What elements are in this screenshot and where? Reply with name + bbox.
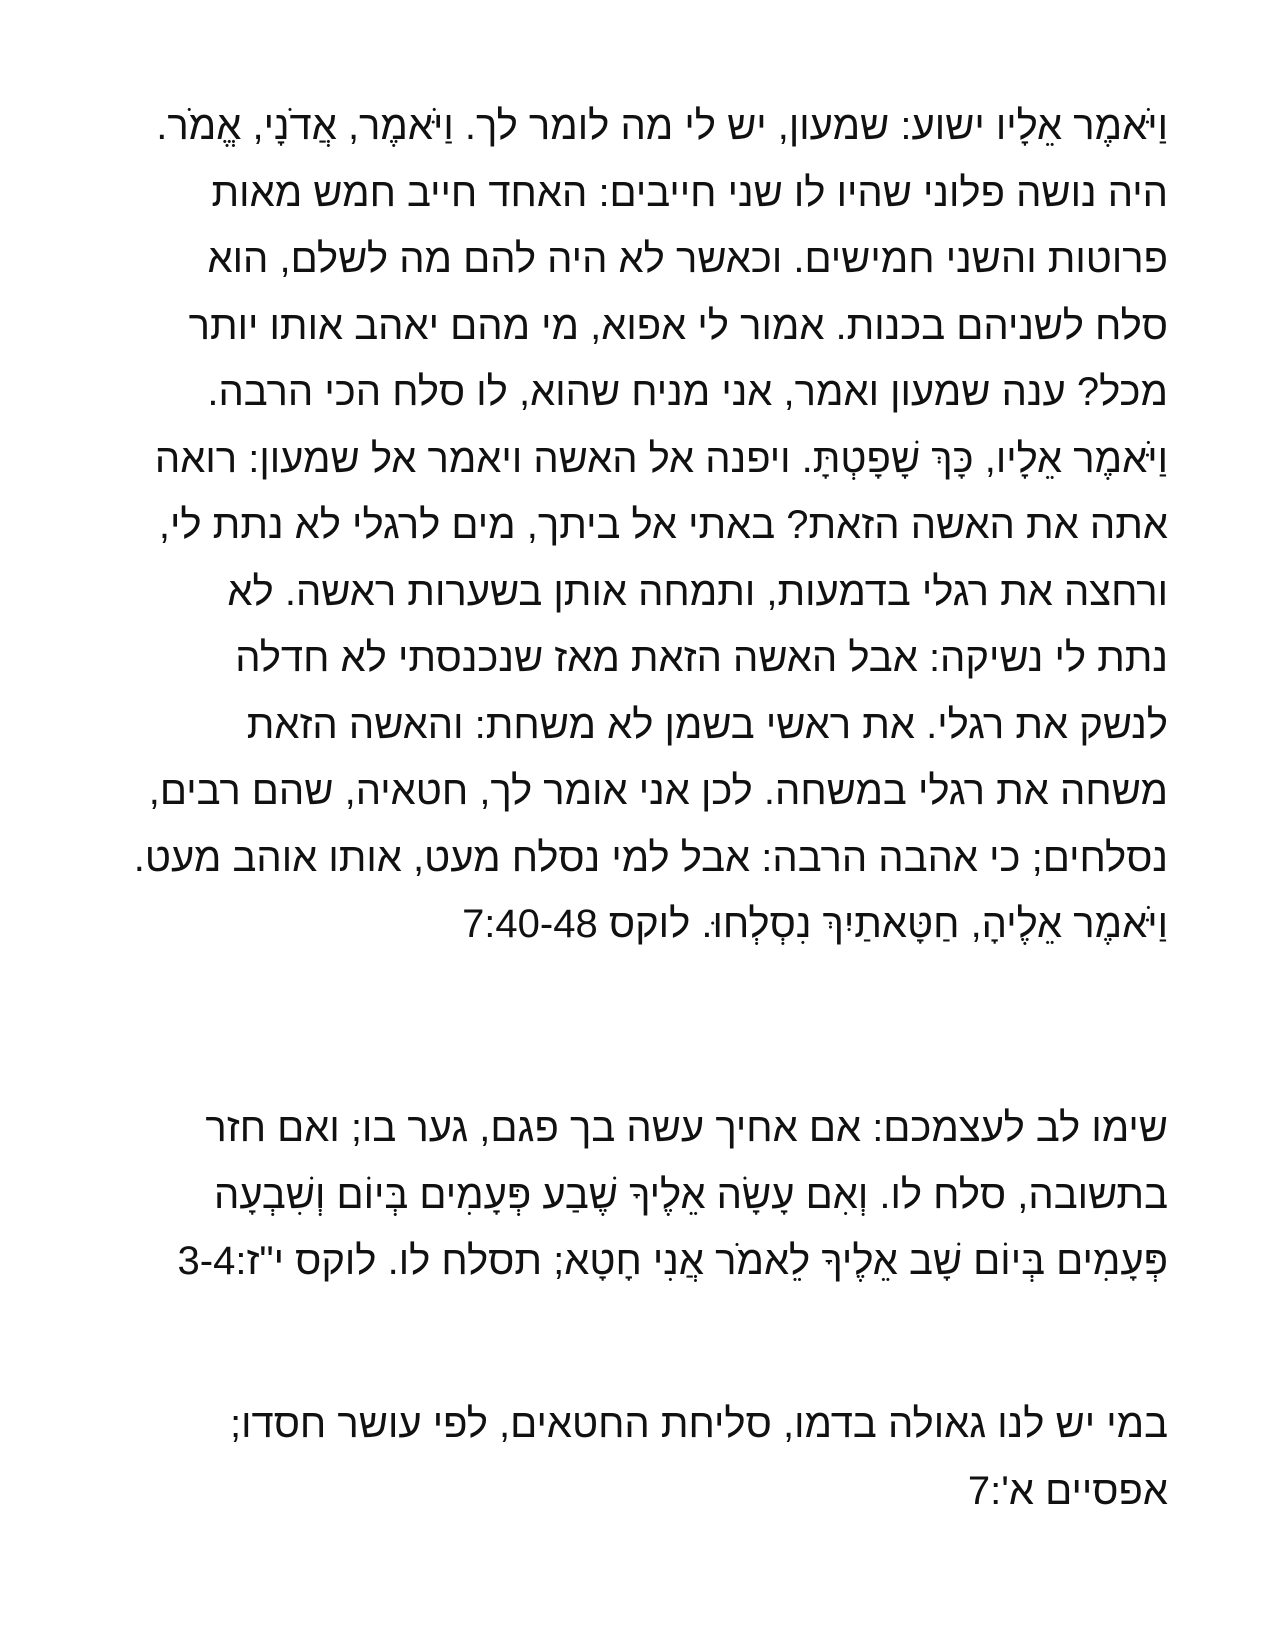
text-line: במי יש לנו גאולה בדמו, סליחת החטאים, לפי עושר חסדו; [230,1402,1168,1446]
text-line: פרוטות והשני חמישים. וכאשר לא היה להם מה לשלם, הוא [207,237,1168,281]
text-line-citation: וַיֹּאמֶר אֵלֶיהָ, חַטָּאתַיִךְ נִסְלְחוּ. לוקס 7:40-48 [462,902,1168,946]
text-line: אתה את האשה הזאת? באתי אל ביתך, מים לרגלי לא נתת לי, [158,503,1168,547]
text-line: משחה את רגלי במשחה. לכן אני אומר לך, חטאיה, שהם רבים, [148,769,1168,813]
text-line-citation: פְּעָמִים בְּיוֹם שָׁב אֵלֶיךָ לֵאמֹר אֲנִי חָטָא; תסלח לו. לוקס י"ז:3-4 [177,1239,1168,1283]
text-line: וַיֹּאמֶר אֵלָיו, כָּךְ שָׁפָטְתָּ. ויפנה אל האשה ויאמר אל שמעון: רואה [154,436,1168,481]
text-line: סלח לשניהם בכנות. אמור לי אפוא, מי מהם יאהב אותו יותר [188,303,1168,348]
text-line: נסלחים; כי אהבה הרבה: אבל למי נסלח מעט, אותו אוהב מעט. [133,835,1168,880]
text-line: שימו לב לעצמכם: אם אחיך עשה בך פגם, גער בו; ואם חזר [205,1106,1168,1150]
text-line: נתת לי נשיקה: אבל האשה הזאת מאז שנכנסתי לא חדלה [235,636,1168,680]
paragraph-luke-17 [78,1095,1168,1295]
text-line: מכל? ענה שמעון ואמר, אני מניח שהוא, לו סלח הכי הרבה. [207,370,1168,414]
text-line: וַיֹּאמֶר אֵלָיו ישוע: שמעון, יש לי מה לומר לך. וַיֹּאמֶר, אֲדֹנָי, אֱמֹר. [156,104,1168,148]
text-line: לנשק את רגלי. את ראשי בשמן לא משחת: והאשה הזאת [246,702,1168,747]
text-line: היה נושה פלוני שהיו לו שני חייבים: האחד חייב חמש מאות [211,170,1168,215]
paragraph-luke-7 [78,93,1168,958]
text-line: בתשובה, סלח לו. וְאִם עָשָׂה אֵלֶיךָ שֶׁבַע פְּעָמִים בְּיוֹם וְשִׁבְעָה [213,1172,1168,1217]
text-line: ורחצה את רגלי בדמעות, ותמחה אותן בשערות ראשה. לא [227,569,1168,614]
paragraph-ephesians-1 [78,1391,1168,1524]
text-line-citation: אפסיים א':7 [967,1468,1168,1513]
